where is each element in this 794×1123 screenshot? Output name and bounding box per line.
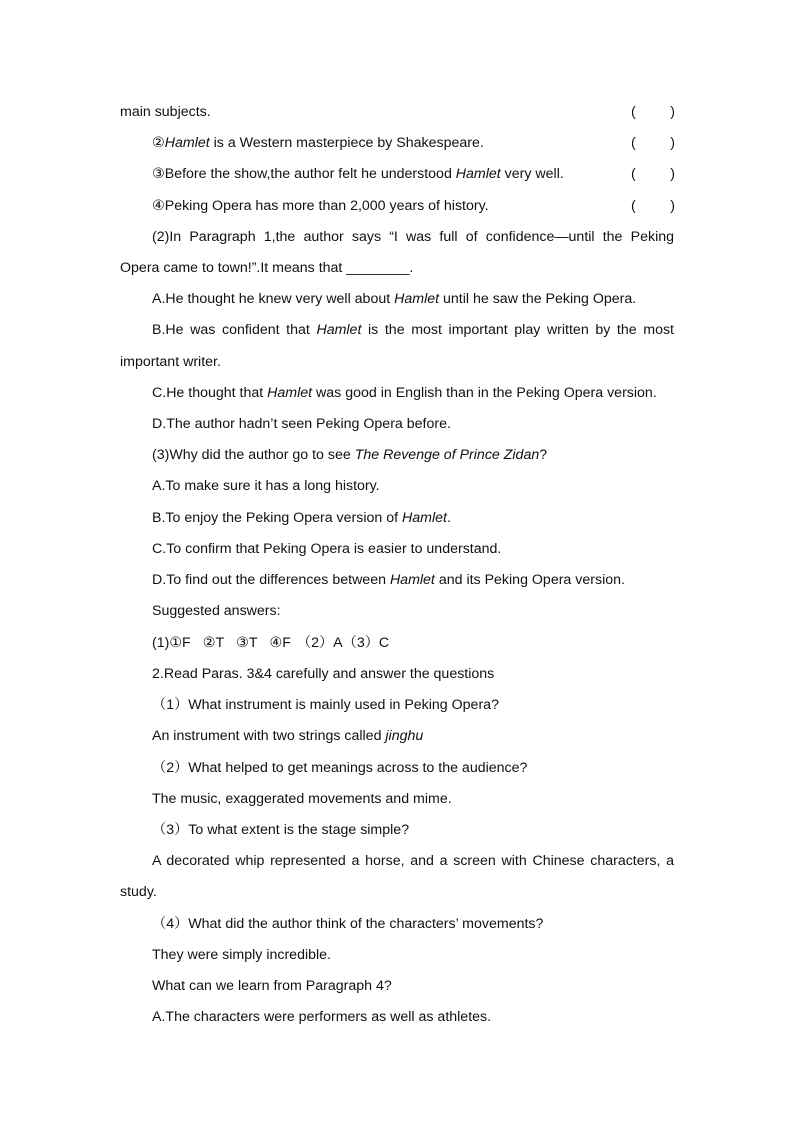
italic-term: jinghu [385, 728, 424, 744]
q3-option-a: A.To make sure it has a long history. [152, 478, 380, 494]
part2-answer-1 [152, 725, 674, 747]
paren-close: ) [670, 166, 675, 182]
italic-title: Hamlet [316, 322, 362, 338]
q2-option-a [152, 288, 674, 310]
q3-option-d [152, 569, 674, 591]
italic-title: Hamlet [389, 572, 435, 588]
answer-5: （2）A（3）C [296, 635, 390, 651]
paren-open: ( [631, 135, 636, 151]
answer-4: ④F [269, 635, 291, 651]
text: An instrument with two strings called [152, 728, 386, 744]
paren-open: ( [631, 198, 636, 214]
paren-open: ( [631, 166, 636, 182]
answer-blank-1 [631, 101, 675, 123]
answer-blank-3 [631, 163, 675, 185]
item-mark: ② [152, 135, 165, 151]
answer-2: ②T [202, 635, 225, 651]
paren-close: ) [670, 198, 675, 214]
text: Before the show,the author felt he understood [164, 166, 456, 182]
answer-1: (1)①F [152, 635, 191, 651]
item-mark: ④ [152, 198, 165, 214]
q2-option-b-line1 [152, 319, 674, 341]
text: until he saw the Peking Opera. [439, 291, 637, 307]
text: (3)Why did the author go to see [152, 447, 355, 463]
q3-option-b [152, 507, 674, 529]
italic-title: Hamlet [402, 510, 447, 526]
item-mark: ③ [152, 166, 165, 182]
text: is the most important play written by the most [361, 322, 674, 338]
italic-title: Hamlet [455, 166, 501, 182]
answers-list [152, 632, 674, 654]
q3-stem [152, 444, 674, 466]
q1-item3 [152, 163, 674, 185]
part2-question-5: What can we learn from Paragraph 4? [152, 978, 392, 994]
answer-blank-4 [631, 195, 675, 217]
paren-close: ) [670, 104, 675, 120]
q2-option-d: D.The author hadn’t seen Peking Opera before. [152, 416, 451, 432]
part2-question-4: （4）What did the author think of the characters’ movements? [152, 916, 544, 932]
part2-heading: 2.Read Paras. 3&4 carefully and answer the questions [152, 666, 495, 682]
text: D.To find out the differences between [152, 572, 390, 588]
q2-stem-line2: Opera came to town!”.It means that ________. [120, 260, 414, 276]
text: . [446, 510, 451, 526]
q2-option-c [152, 382, 674, 404]
text: main subjects. [120, 104, 211, 120]
q1-item1-tail [120, 101, 674, 123]
part2-question-2: （2）What helped to get meanings across to the audience? [152, 760, 528, 776]
text: B.He was confident that [152, 322, 317, 338]
part2-answer-4: They were simply incredible. [152, 947, 331, 963]
italic-title: Hamlet [267, 385, 313, 401]
part2-answer-3-line1: A decorated whip represented a horse, and a screen with Chinese characters, a [152, 853, 674, 869]
text: Peking Opera has more than 2,000 years of history. [164, 198, 489, 214]
part2-answer-3-line2: study. [120, 884, 157, 900]
paren-close: ) [670, 135, 675, 151]
text: is a Western masterpiece by Shakespeare. [209, 135, 484, 151]
q3-option-c: C.To confirm that Peking Opera is easier to understand. [152, 541, 502, 557]
italic-title: The Revenge of Prince Zidan [354, 447, 540, 463]
q1-item4 [152, 195, 674, 217]
text: C.He thought that [152, 385, 268, 401]
text: was good in English than in the Peking Opera version. [312, 385, 657, 401]
text: very well. [500, 166, 564, 182]
answer-blank-2 [631, 132, 675, 154]
answers-label: Suggested answers: [152, 603, 281, 619]
q2-option-b-line2: important writer. [120, 354, 221, 370]
part2-answer-2: The music, exaggerated movements and mime. [152, 791, 452, 807]
part2-question-1: （1）What instrument is mainly used in Peking Opera? [152, 697, 499, 713]
text: ? [539, 447, 548, 463]
q1-item2 [152, 132, 674, 154]
text: B.To enjoy the Peking Opera version of [152, 510, 402, 526]
answer-3: ③T [236, 635, 258, 651]
q2-stem-line1: (2)In Paragraph 1,the author says “I was full of confidence—until the Peking [152, 229, 674, 245]
text: and its Peking Opera version. [434, 572, 625, 588]
part2-question-3: （3）To what extent is the stage simple? [152, 822, 410, 838]
italic-title: Hamlet [164, 135, 210, 151]
part2-question-5-option-a: A.The characters were performers as well as athletes. [152, 1009, 492, 1025]
text: A.He thought he knew very well about [152, 291, 395, 307]
paren-open: ( [631, 104, 636, 120]
italic-title: Hamlet [394, 291, 440, 307]
